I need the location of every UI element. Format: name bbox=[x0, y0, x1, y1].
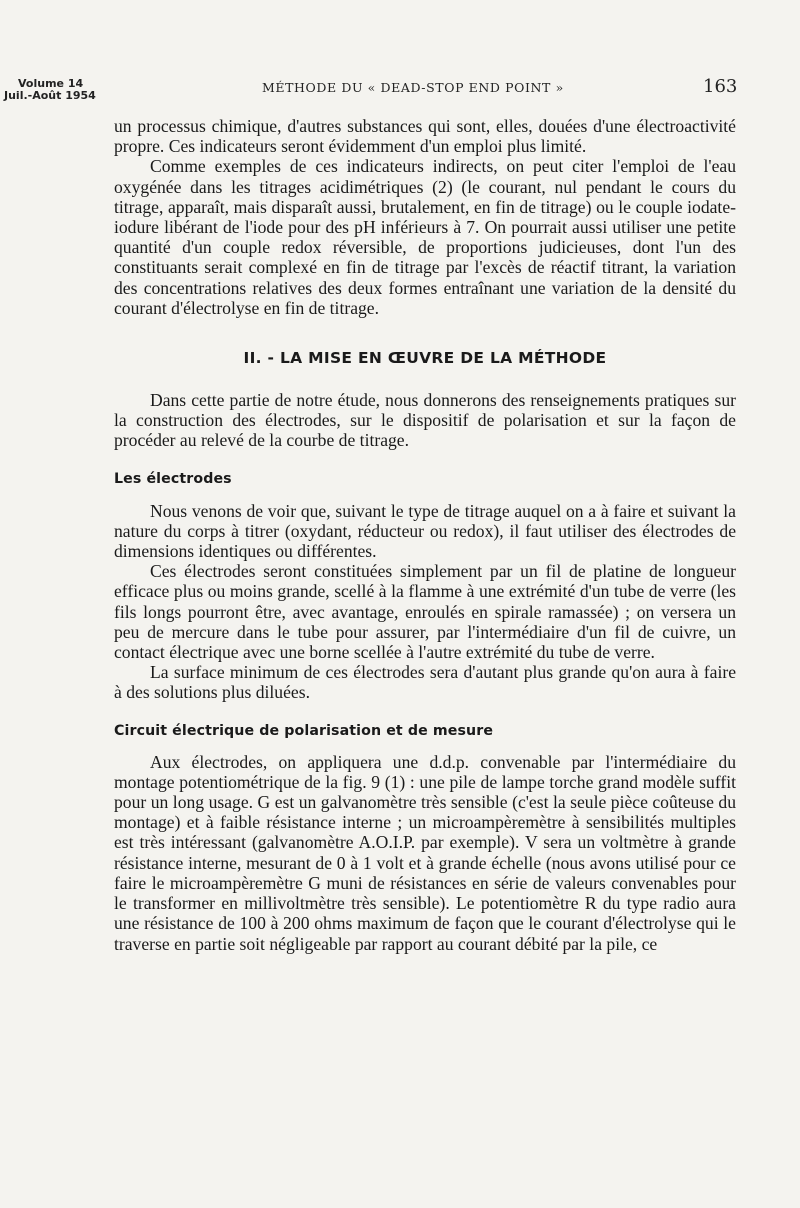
article-body bbox=[114, 116, 736, 954]
paragraph-6: La surface minimum de ces électrodes sera d'autant plus grande qu'on aura à faire à des solutions plus diluées. bbox=[114, 662, 736, 703]
volume-number: Volume 14 bbox=[18, 77, 84, 90]
paragraph-7: Aux électrodes, on appliquera une d.d.p. convenable par l'intermédiaire du montage potentiométrique de la fig. 9 (1) : une pile de lampe torche grand modèle suffit pour un long usage. G est un galvanomètre très sensible (c'est la seule pièce coûteuse du montage) et à faible résistance interne ; un microampèremètre à sensibilités multiples est très intéressant (galvanomètre A.O.I.P. par exemple). V sera un voltmètre à grande résistance interne, mesurant de 0 à 1 volt et à grande échelle (nous avons utilisé pour ce faire le microampèremètre G muni de résistances en série de valeurs convenables pour le transformer en millivoltmètre très sensible). Le potentiomètre R du type radio aura une résistance de 100 à 200 ohms maximum de façon que le courant d'électrolyse qui le traverse en partie soit négligeable par rapport au courant débité par la pile, ce bbox=[114, 751, 736, 954]
section-heading: II. - LA MISE EN ŒUVRE DE LA MÉTHODE bbox=[243, 349, 607, 368]
subheading-electrodes: Les électrodes bbox=[114, 470, 232, 487]
running-title: MÉTHODE DU « DEAD-STOP END POINT » bbox=[262, 80, 564, 95]
subheading-circuit: Circuit électrique de polarisation et de mesure bbox=[114, 722, 494, 739]
paragraph-3: Dans cette partie de notre étude, nous donnerons des renseignements pratiques sur la construction des électrodes, sur le dispositif de polarisation et sur la façon de procéder au relevé de la courbe de titrage. bbox=[114, 390, 736, 451]
paragraph-5: Ces électrodes seront constituées simplement par un fil de platine de longueur efficace plus ou moins grande, scellé à la flamme à une extrémité d'un tube de verre (les fils longs pourront être, avec avantage, enroulés en spirale ramassée) ; on versera un peu de mercure dans le tube pour assurer, par l'intermédiaire d'un fil de cuivre, un contact électrique avec une borne scellée à l'autre extrémité du tube de verre. bbox=[114, 561, 736, 663]
page-number: 163 bbox=[703, 76, 738, 97]
running-header bbox=[0, 74, 800, 114]
paragraph-2: Comme exemples de ces indicateurs indirects, on peut citer l'emploi de l'eau oxygénée dans les titrages acidimétriques (2) (le courant, nul pendant le cours du titrage, apparaît, mais disparaît aussi, brutalement, en fin de titrage) ou le couple iodate-iodure libérant de l'iode pour des pH inférieurs à 7. On pourrait aussi utiliser une petite quantité d'un couple redox réversible, de proportions judicieuses, dont l'un des constituants serait complexé en fin de titrage par l'excès de réactif titrant, la variation des concentrations relatives des deux formes entraînant une variation de la densité du courant d'électrolyse en fin de titrage. bbox=[114, 156, 736, 318]
paragraph-4: Nous venons de voir que, suivant le type de titrage auquel on a à faire et suivant la nature du corps à titrer (oxydant, réducteur ou redox), il faut utiliser des électrodes de dimensions identiques ou différentes. bbox=[114, 500, 736, 562]
issue-date: Juil.-Août 1954 bbox=[4, 89, 96, 102]
paragraph-1: un processus chimique, d'autres substances qui sont, elles, douées d'une électroactivité propre. Ces indicateurs seront évidemment d'un emploi plus limité. bbox=[114, 116, 736, 157]
volume-info bbox=[4, 78, 96, 102]
